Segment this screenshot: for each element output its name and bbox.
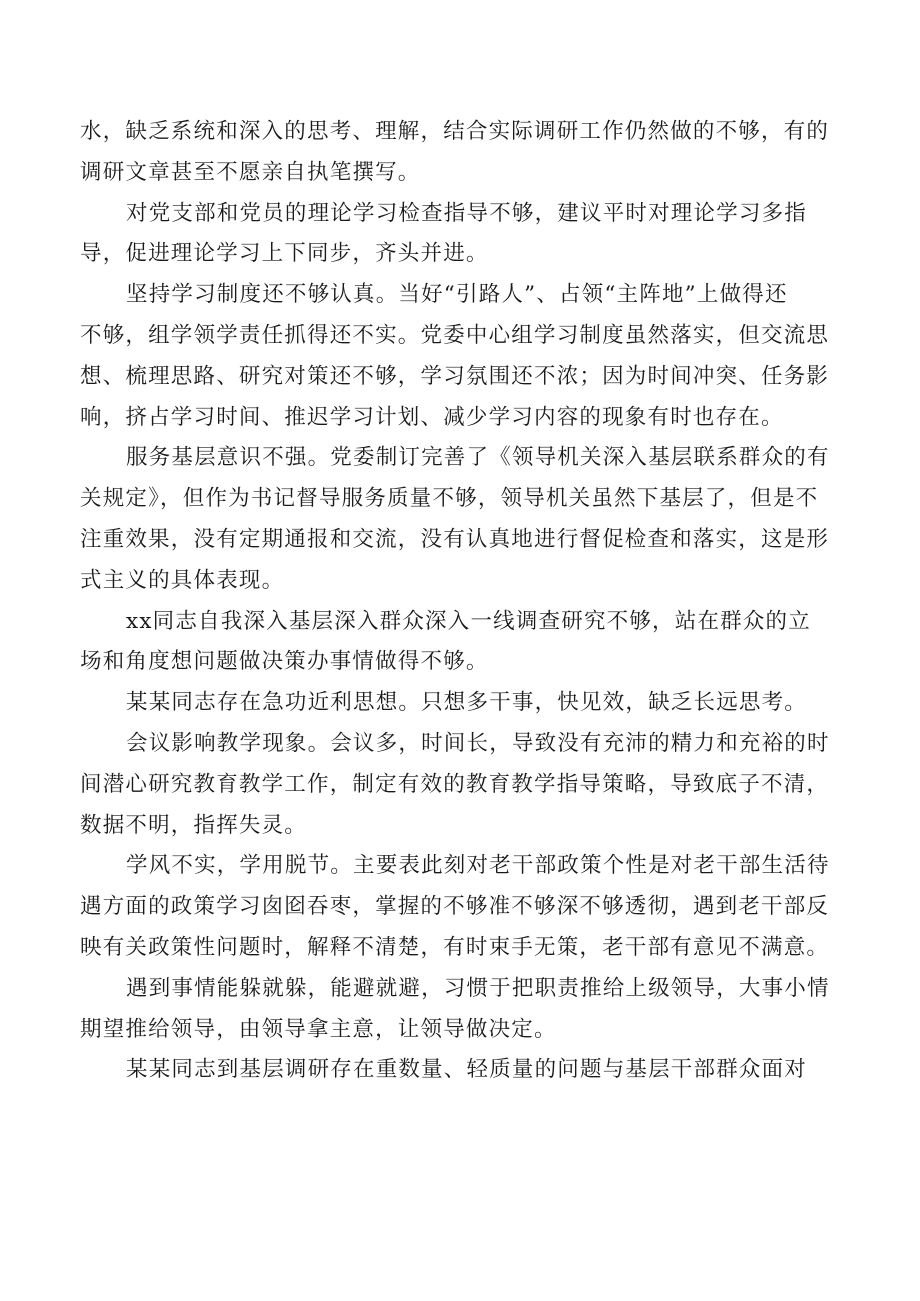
text-line: 式主义的具体表现。 [80,567,285,593]
paragraph-1 [80,112,850,194]
text-line: 对党支部和党员的理论学习检查指导不够，建议平时对理论学习多指 [126,200,808,226]
paragraph-7 [80,724,850,846]
paragraph-3 [80,275,850,438]
text-line: 调研文章甚至不愿亲自执笔撰写。 [80,159,421,185]
paragraph-8 [80,846,850,968]
paragraph-5 [80,602,850,684]
text-line: 场和角度想问题做决策办事情做得不够。 [80,649,489,675]
text-line: 间潜心研究教育教学工作，制定有效的教育教学指导策略，导致底子不清， [80,771,830,797]
text-line: 注重效果，没有定期通报和交流，没有认真地进行督促检查和落实，这是形 [80,526,830,552]
paragraph-9 [80,969,850,1051]
text-line: 某某同志到基层调研存在重数量、轻质量的问题与基层干部群众面对 [126,1057,808,1083]
text-line: 关规定》，但作为书记督导服务质量不够，领导机关虽然下基层了，但是不 [80,486,819,512]
text-line: 会议影响教学现象。会议多，时间长，导致没有充沛的精力和充裕的时 [126,730,830,756]
text-line: 遇到事情能躲就躲，能避就避，习惯于把职责推给上级领导，大事小情 [126,975,830,1001]
paragraph-10 [80,1050,850,1091]
text-line: 学风不实，学用脱节。主要表此刻对老干部政策个性是对老干部生活待 [126,853,830,879]
text-line: 映有关政策性问题时，解释不清楚，有时束手无策，老干部有意见不满意。 [80,934,830,960]
text-line: 某某同志存在急功近利思想。只想多干事，快见效，缺乏长远思考。 [126,690,808,716]
text-line: 坚持学习制度还不够认真。当好“引路人”、占领“主阵地”上做得还 [126,282,788,308]
text-line: 期望推给领导，由领导拿主意，让领导做决定。 [80,1016,557,1042]
text-line: 响，挤占学习时间、推迟学习计划、减少学习内容的现象有时也存在。 [80,404,784,430]
text-line: 遇方面的政策学习囱囵吞枣，掌握的不够准不够深不够透彻，遇到老干部反 [80,894,830,920]
text-line: 不够，组学领学责任抓得还不实。党委中心组学习制度虽然落实，但交流思 [80,322,830,348]
text-line: 想、梳理思路、研究对策还不够，学习氛围还不浓；因为时间冲突、任务影 [80,363,830,389]
text-line: 导，促进理论学习上下同步，齐头并进。 [80,241,489,267]
document-body [80,112,850,1091]
paragraph-4 [80,438,850,601]
text-line: 水，缺乏系统和深入的思考、理解，结合实际调研工作仍然做的不够，有的 [80,119,830,144]
text-line: 数据不明，指挥失灵。 [80,812,308,838]
text-line: xx同志自我深入基层深入群众深入一线调查研究不够，站在群众的立 [126,608,811,634]
text-line: 服务基层意识不强。党委制订完善了《领导机关深入基层联系群众的有 [126,445,830,471]
paragraph-6 [80,683,850,724]
paragraph-2 [80,194,850,276]
